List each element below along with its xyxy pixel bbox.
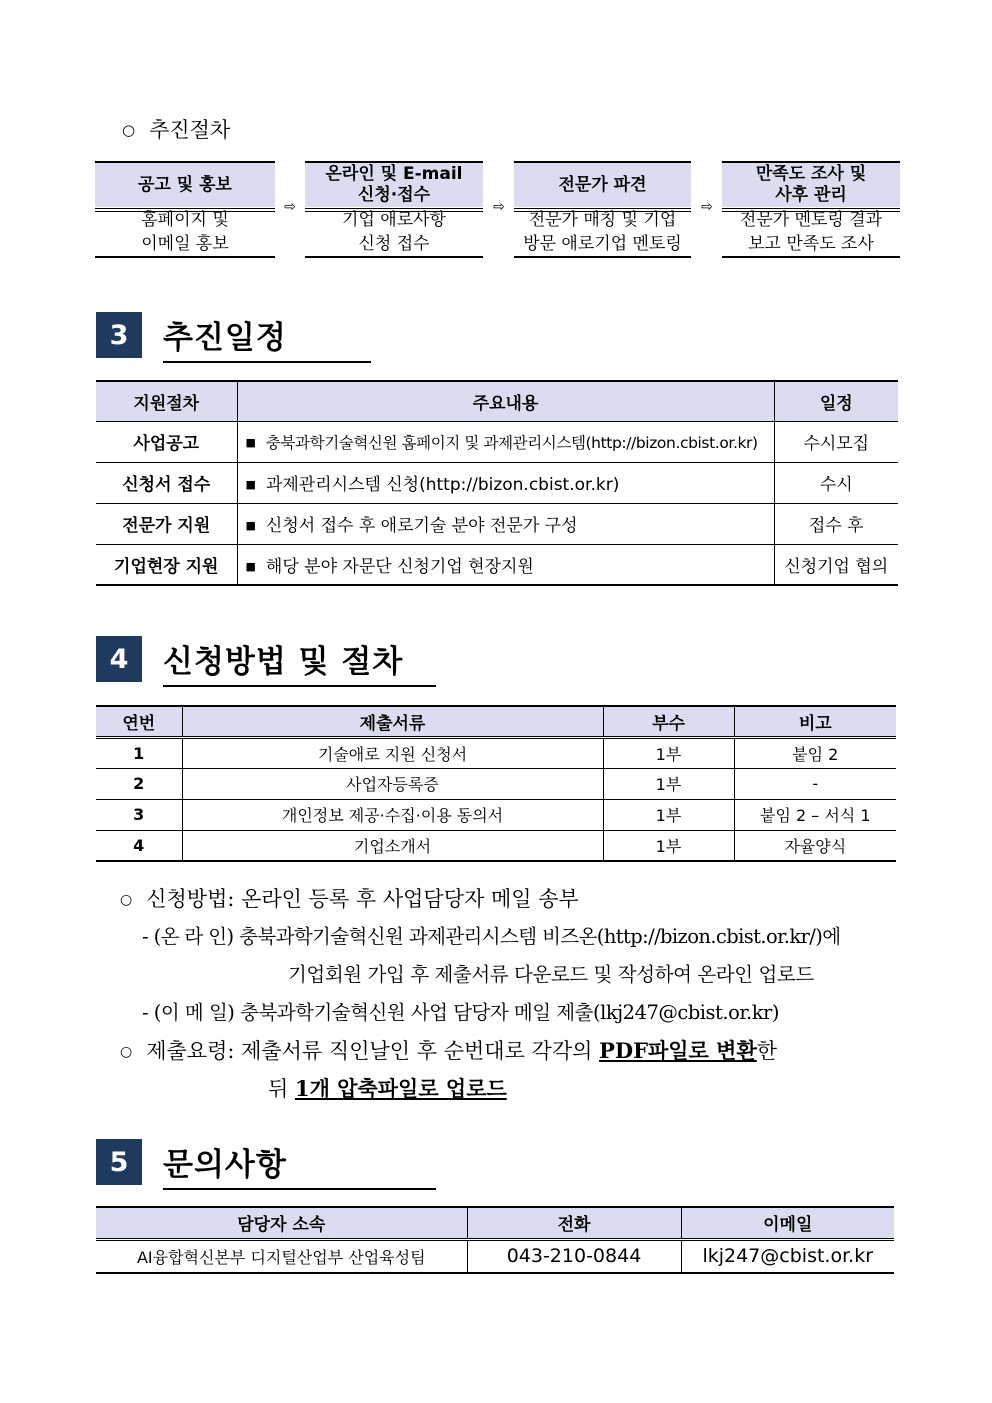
procedure-flow: [95, 161, 900, 259]
schedule-date: 신청기업 협의: [774, 544, 898, 585]
documents-header-doc: 제출서류: [182, 706, 603, 737]
flow-step-head: 공고 및 홍보: [95, 161, 275, 207]
doc-note: 붙임 2 – 서식 1: [734, 799, 896, 830]
section-5-number: 5: [96, 1139, 142, 1185]
doc-no: 4: [96, 830, 182, 861]
square-bullet-icon: ■: [245, 478, 256, 491]
doc-note: 붙임 2: [734, 737, 896, 768]
contact-phone: 043-210-0844: [467, 1239, 681, 1273]
doc-name: 개인정보 제공·수집·이용 동의서: [182, 799, 603, 830]
section-4-number: 4: [96, 636, 142, 682]
schedule-content: 과제관리시스템 신청(http://bizon.cbist.or.kr): [265, 475, 620, 495]
flow-step-body: 전문가 멘토링 결과 보고 만족도 조사: [739, 210, 883, 254]
documents-header-note: 비고: [734, 706, 896, 737]
procedure-heading-text: 추진절차: [149, 118, 231, 142]
arrow-right-icon: ⇨: [284, 199, 296, 215]
arrow-right-icon: ⇨: [493, 199, 505, 215]
schedule-date: 수시: [774, 462, 898, 503]
documents-header-no: 연번: [96, 706, 182, 737]
doc-no: 1: [96, 737, 182, 768]
contact-header-phone: 전화: [467, 1207, 681, 1239]
doc-no: 2: [96, 768, 182, 799]
flow-step-head: 만족도 조사 및 사후 관리: [722, 161, 900, 207]
doc-count: 1부: [603, 768, 734, 799]
table-row: [96, 544, 898, 585]
doc-no: 3: [96, 799, 182, 830]
doc-note: 자율양식: [734, 830, 896, 861]
square-bullet-icon: ■: [245, 435, 256, 449]
method-line-1: ○ 신청방법: 온라인 등록 후 사업담당자 메일 송부: [120, 887, 579, 911]
documents-header-count: 부수: [603, 706, 734, 737]
method-line-5: ○ 제출요령: 제출서류 직인날인 후 순번대로 각각의 PDF파일로 변환한: [120, 1038, 778, 1063]
contact-email: lkj247@cbist.or.kr: [681, 1239, 894, 1273]
contact-header-email: 이메일: [681, 1207, 894, 1239]
table-row: [96, 503, 898, 544]
flow-step-body: 기업 애로사항 신청 접수: [342, 210, 446, 254]
method-line-4: - (이 메 일) 충북과학기술혁신원 사업 담당자 메일 제출(lkj247@cbist.or.kr): [142, 1001, 779, 1024]
pdf-emphasis: PDF파일로 변환: [599, 1038, 757, 1063]
flow-step-4: [722, 161, 900, 258]
doc-count: 1부: [603, 830, 734, 861]
section-3-title: 추진일정: [163, 312, 371, 363]
doc-note: -: [734, 768, 896, 799]
schedule-step: 사업공고: [96, 421, 237, 462]
schedule-header-step: 지원절차: [96, 381, 237, 421]
schedule-content: 충북과학기술혁신원 홈페이지 및 과제관리시스템(http://bizon.cbist.or.kr): [265, 433, 758, 452]
table-row: [96, 462, 898, 503]
contact-header-dept: 담당자 소속: [96, 1207, 467, 1239]
schedule-step: 전문가 지원: [96, 503, 237, 544]
table-row: [96, 737, 896, 768]
section-5-title: 문의사항: [163, 1139, 436, 1190]
flow-step-3: [514, 161, 691, 258]
circle-bullet: ○: [122, 121, 136, 139]
square-bullet-icon: ■: [245, 559, 256, 573]
table-row: [96, 830, 896, 861]
schedule-header-content: 주요내용: [237, 381, 774, 421]
schedule-content: 해당 분야 자문단 신청기업 현장지원: [265, 556, 534, 577]
schedule-content: 신청서 접수 후 애로기술 분야 전문가 구성: [265, 516, 578, 536]
schedule-date: 접수 후: [774, 503, 898, 544]
circle-bullet: ○: [120, 892, 133, 908]
schedule-date: 수시모집: [774, 421, 898, 462]
section-3-number: 3: [96, 312, 142, 358]
documents-table: [96, 705, 896, 862]
table-row: [96, 799, 896, 830]
circle-bullet: ○: [120, 1044, 133, 1060]
doc-name: 기업소개서: [182, 830, 603, 861]
table-row: [96, 768, 896, 799]
flow-step-body: 홈페이지 및 이메일 홍보: [141, 210, 229, 254]
arrow-right-icon: ⇨: [701, 199, 713, 215]
procedure-heading: [122, 114, 230, 144]
flow-step-head: 전문가 파견: [514, 161, 691, 207]
schedule-header-schedule: 일정: [774, 381, 898, 421]
schedule-step: 기업현장 지원: [96, 544, 237, 585]
doc-count: 1부: [603, 799, 734, 830]
method-line-2: - (온 라 인) 충북과학기술혁신원 과제관리시스템 비즈온(http://bizon.cbist.or.kr/)에: [142, 925, 841, 948]
section-4-title: 신청방법 및 절차: [163, 636, 436, 687]
contact-dept: AI융합혁신본부 디지털산업부 산업육성팀: [96, 1239, 467, 1273]
schedule-step: 신청서 접수: [96, 462, 237, 503]
flow-step-2: [305, 161, 483, 258]
table-row: [96, 421, 898, 462]
doc-name: 기술애로 지원 신청서: [182, 737, 603, 768]
flow-step-body: 전문가 매칭 및 기업 방문 애로기업 멘토링: [523, 210, 682, 254]
doc-name: 사업자등록증: [182, 768, 603, 799]
contact-table: [96, 1206, 894, 1274]
square-bullet-icon: ■: [245, 519, 256, 532]
table-row: [96, 1239, 894, 1273]
schedule-table: [96, 380, 898, 586]
method-line-3: 기업회원 가입 후 제출서류 다운로드 및 작성하여 온라인 업로드: [288, 963, 814, 986]
method-line-6: 뒤 1개 압축파일로 업로드: [268, 1076, 507, 1101]
flow-step-head: 온라인 및 E-mail 신청·접수: [305, 161, 483, 207]
flow-step-1: [95, 161, 275, 258]
doc-count: 1부: [603, 737, 734, 768]
zip-emphasis: 1개 압축파일로 업로드: [294, 1076, 507, 1101]
